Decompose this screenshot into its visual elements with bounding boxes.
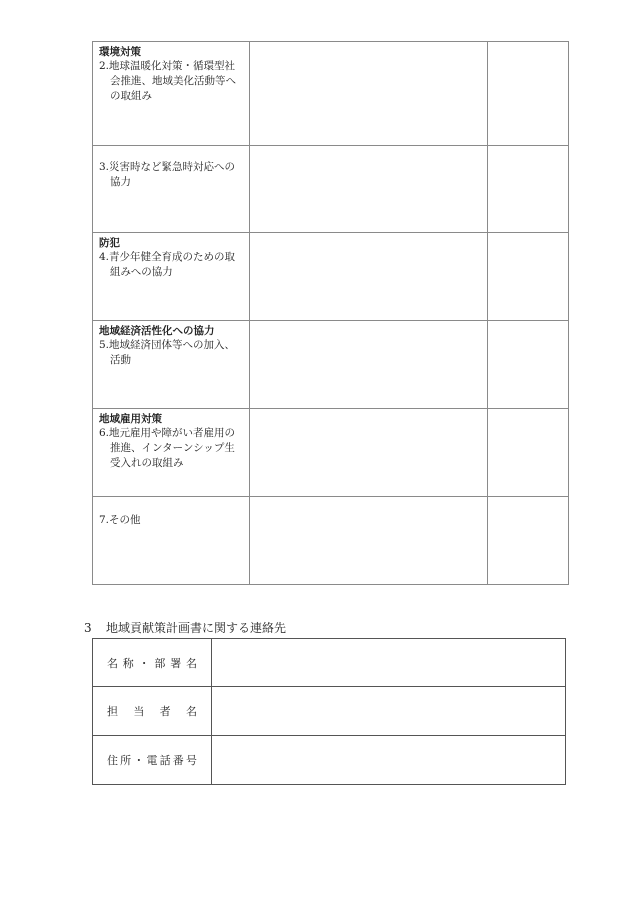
content-cell[interactable]: [250, 321, 487, 409]
note-cell[interactable]: [487, 146, 568, 233]
note-cell[interactable]: [487, 42, 568, 146]
content-cell[interactable]: [250, 42, 487, 146]
contact-value-cell[interactable]: [212, 687, 566, 736]
item-cell: [93, 146, 250, 233]
item-text: 6.地元雇用や障がい者雇用の推進、インターンシップ生受入れの取組み: [99, 427, 236, 469]
category-label: 地域経済活性化への協力: [99, 325, 215, 337]
note-cell[interactable]: [487, 409, 568, 497]
content-cell[interactable]: [250, 409, 487, 497]
contact-value-cell[interactable]: [212, 736, 566, 785]
item-text: 4.青少年健全育成のための取組みへの協力: [99, 251, 236, 278]
item-cell: [93, 321, 250, 409]
table-row: [93, 233, 569, 321]
table-row: [93, 146, 569, 233]
category-label: 環境対策: [99, 46, 141, 58]
item-text: 2.地球温暖化対策・循環型社会推進、地域美化活動等への取組み: [99, 60, 236, 102]
item-cell: [93, 497, 250, 585]
contact-value-cell[interactable]: [212, 639, 566, 687]
table-row: [93, 497, 569, 585]
section-heading: [84, 620, 286, 636]
item-text: 5.地域経済団体等への加入、活動: [99, 339, 236, 366]
note-cell[interactable]: [487, 233, 568, 321]
contact-label-cell: [93, 687, 212, 736]
content-cell[interactable]: [250, 497, 487, 585]
item-text: 3.災害時など緊急時対応への協力: [99, 161, 236, 188]
contact-row: [93, 687, 566, 736]
contribution-plan-table: [92, 41, 569, 585]
section-title: 地域貢献策計画書に関する連絡先: [106, 621, 287, 635]
contact-label-cell: [93, 639, 212, 687]
note-cell[interactable]: [487, 321, 568, 409]
category-label: 防犯: [99, 237, 120, 249]
section-number: 3: [84, 621, 92, 635]
item-cell: [93, 42, 250, 146]
contact-label-cell: [93, 736, 212, 785]
content-cell[interactable]: [250, 233, 487, 321]
table-row: [93, 42, 569, 146]
table-row: [93, 321, 569, 409]
table-row: [93, 409, 569, 497]
contact-row: [93, 736, 566, 785]
item-cell: [93, 409, 250, 497]
note-cell[interactable]: [487, 497, 568, 585]
contact-label: 住 所 ・ 電 話 番 号: [107, 754, 197, 767]
contact-table: [92, 638, 566, 785]
content-cell[interactable]: [250, 146, 487, 233]
contact-row: [93, 639, 566, 687]
contact-label: 担 当 者 名: [107, 705, 197, 718]
category-label: 地域雇用対策: [99, 413, 162, 425]
item-cell: [93, 233, 250, 321]
item-text: 7.その他: [99, 514, 141, 526]
contact-label: 名 称 ・ 部 署 名: [107, 656, 197, 670]
